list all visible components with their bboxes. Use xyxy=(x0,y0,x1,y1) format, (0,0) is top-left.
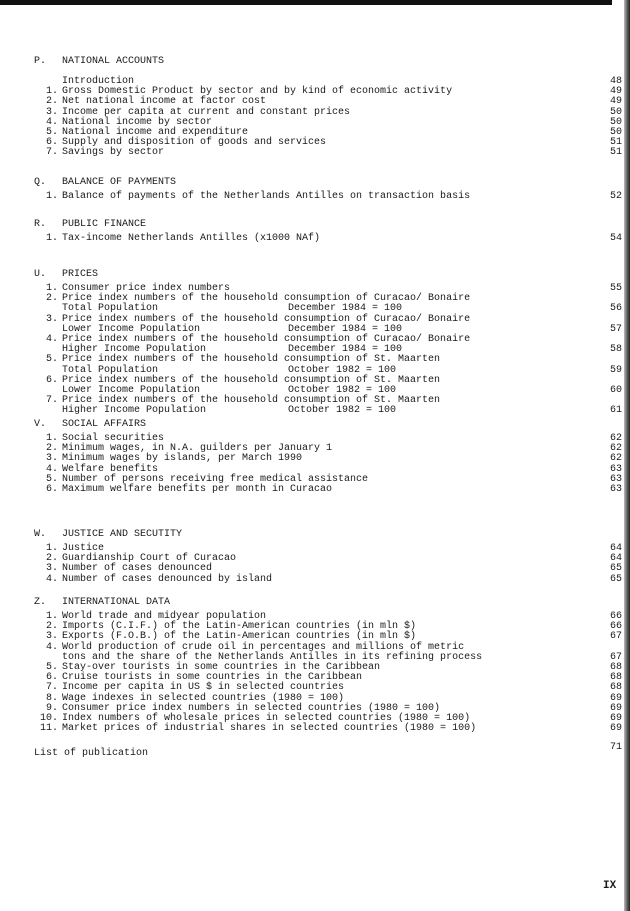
entry-text: Stay-over tourists in some countries in the Caribbean xyxy=(62,661,381,673)
page-number: 51 xyxy=(609,147,622,159)
entry-number: 1. xyxy=(45,433,58,444)
entry-subtext: Lower Income Population xyxy=(62,323,201,335)
section-letter: Z. xyxy=(34,597,47,608)
entry-number: 5. xyxy=(45,126,58,138)
scan-top-border xyxy=(0,0,612,5)
section-heading xyxy=(34,57,622,77)
entry-subtext: Lower Income Population xyxy=(62,384,201,396)
entry-number: 5. xyxy=(45,473,58,485)
entry-number: 2. xyxy=(45,293,58,305)
page-number: 65 xyxy=(609,563,622,575)
section-letter: Q. xyxy=(34,177,47,188)
entry-text: Cruise tourists in some countries in the Caribbean xyxy=(62,672,363,684)
page-number: 50 xyxy=(609,116,622,128)
page-number: 68 xyxy=(609,661,622,673)
toc-entry-continuation xyxy=(34,406,622,416)
toc-entry xyxy=(34,724,622,734)
entry-text: Consumer price index numbers xyxy=(62,283,231,294)
entry-number: 3. xyxy=(45,313,58,325)
toc-entry xyxy=(34,192,622,202)
entry-text: Income per capita in US $ in selected countries xyxy=(62,682,345,694)
entry-number: 2. xyxy=(45,621,58,633)
entry-number: 2. xyxy=(45,96,58,108)
entry-subtext: tons and the share of the Netherlands Antilles in its refining process xyxy=(62,651,483,663)
entry-text: Gross Domestic Product by sector and by kind of economic activity xyxy=(62,86,453,98)
page-number: 66 xyxy=(609,611,622,622)
entry-number: 6. xyxy=(45,483,58,495)
section-letter: R. xyxy=(34,219,47,230)
page-number: 62 xyxy=(609,433,622,444)
page-number: 67 xyxy=(609,651,622,663)
section-heading xyxy=(34,530,622,544)
entry-text: Justice xyxy=(62,543,105,554)
page-number: 50 xyxy=(609,126,622,138)
entry-text: Exports (F.O.B.) of the Latin-American countries (in mln $) xyxy=(62,631,417,643)
page-number: 60 xyxy=(609,384,622,396)
page-number: 69 xyxy=(609,702,622,714)
entry-text: Price index numbers of the household consumption of St. Maarten xyxy=(62,395,441,407)
entry-number: 6. xyxy=(45,374,58,386)
page-number: 52 xyxy=(609,191,622,202)
entry-text: Net national income at factor cost xyxy=(62,96,267,108)
entry-text: Number of cases denounced xyxy=(62,563,213,575)
entry-base-period: December 1984 = 100 xyxy=(288,323,403,335)
section-letter: P. xyxy=(34,56,47,67)
entry-number: 1. xyxy=(45,543,58,554)
entry-base-period: December 1984 = 100 xyxy=(288,303,403,315)
page-number: 59 xyxy=(609,364,622,376)
section-v xyxy=(34,420,622,495)
entry-text: National income and expenditure xyxy=(62,126,249,138)
section-title: SOCIAL AFFAIRS xyxy=(62,419,147,430)
entry-number: 5. xyxy=(45,661,58,673)
entry-text: Price index numbers of the household consumption of St. Maarten xyxy=(62,354,441,366)
entry-number: 7. xyxy=(45,682,58,694)
page-number: 63 xyxy=(609,463,622,475)
page-number: 64 xyxy=(609,553,622,565)
page-number: 69 xyxy=(609,712,622,724)
section-u xyxy=(34,270,622,416)
entry-text: Wage indexes in selected countries (1980 = 100) xyxy=(62,692,345,704)
section-heading xyxy=(34,270,622,284)
entry-text: Welfare benefits xyxy=(62,463,159,475)
entry-number: 1. xyxy=(45,233,58,244)
section-heading xyxy=(34,420,622,434)
entry-base-period: October 1982 = 100 xyxy=(288,384,397,396)
section-title: PUBLIC FINANCE xyxy=(62,219,147,230)
page-number: 49 xyxy=(609,96,622,108)
entry-base-period: October 1982 = 100 xyxy=(288,405,397,417)
entry-number: 6. xyxy=(45,672,58,684)
section-p xyxy=(34,57,622,159)
toc-entry xyxy=(34,234,622,244)
section-z xyxy=(34,598,622,734)
entry-text: World trade and midyear population xyxy=(62,611,267,622)
entry-number: 6. xyxy=(45,137,58,149)
entry-text: Income per capita at current and constant prices xyxy=(62,106,351,118)
entry-text: Number of persons receiving free medical assistance xyxy=(62,473,369,485)
section-title: JUSTICE AND SECUTITY xyxy=(62,529,183,540)
toc-entry xyxy=(34,148,622,158)
page-number: 50 xyxy=(609,106,622,118)
page-number: 51 xyxy=(609,137,622,149)
list-of-publication-label: List of publication xyxy=(34,748,149,759)
section-title: PRICES xyxy=(62,269,99,280)
entry-base-period: October 1982 = 100 xyxy=(288,364,397,376)
entry-number: 5. xyxy=(45,354,58,366)
page-number: 65 xyxy=(609,573,622,585)
entry-number: 3. xyxy=(45,563,58,575)
entry-number: 7. xyxy=(45,147,58,159)
entry-text: Market prices of industrial shares in selected countries (1980 = 100) xyxy=(62,723,477,735)
section-q xyxy=(34,178,622,202)
entry-text: Index numbers of wholesale prices in selected countries (1980 = 100) xyxy=(62,712,471,724)
page-number: 49 xyxy=(609,86,622,98)
entry-text: Introduction xyxy=(62,76,135,87)
entry-number: 11. xyxy=(39,723,58,735)
entry-subtext: Higher Income Population xyxy=(62,405,207,417)
entry-number: 4. xyxy=(45,333,58,345)
section-heading xyxy=(34,220,622,234)
section-r xyxy=(34,220,622,244)
entry-text: Savings by sector xyxy=(62,147,165,159)
entry-text: Balance of payments of the Netherlands Antilles on transaction basis xyxy=(62,191,471,202)
section-w xyxy=(34,530,622,585)
page-number: 63 xyxy=(609,473,622,485)
page-number: 68 xyxy=(609,672,622,684)
section-letter: U. xyxy=(34,269,47,280)
page-number: 67 xyxy=(609,631,622,643)
section-heading xyxy=(34,598,622,612)
entry-number: 2. xyxy=(45,553,58,565)
section-title: NATIONAL ACCOUNTS xyxy=(62,56,165,67)
entry-number: 9. xyxy=(45,702,58,714)
section-title: BALANCE OF PAYMENTS xyxy=(62,177,177,188)
entry-number: 3. xyxy=(45,106,58,118)
entry-subtext: Higher Income Population xyxy=(62,344,207,356)
entry-subtext: Total Population xyxy=(62,364,159,376)
page-number: 61 xyxy=(609,405,622,417)
page-number: 62 xyxy=(609,443,622,455)
entry-number: 10. xyxy=(39,712,58,724)
page-number: 56 xyxy=(609,303,622,315)
entry-number: 2. xyxy=(45,443,58,455)
list-of-publication-entry xyxy=(34,742,622,759)
entry-number: 4. xyxy=(45,463,58,475)
entry-text: National income by sector xyxy=(62,116,213,128)
entry-text: Consumer price index numbers in selected countries (1980 = 100) xyxy=(62,702,441,714)
entry-text: World production of crude oil in percentages and millions of metric xyxy=(62,641,465,653)
entry-text: Price index numbers of the household consumption of Curacao/ Bonaire xyxy=(62,333,471,345)
page-number: 71 xyxy=(609,742,622,753)
entry-number: 4. xyxy=(45,573,58,585)
entry-number: 1. xyxy=(45,611,58,622)
entry-number: 4. xyxy=(45,116,58,128)
entry-number: 1. xyxy=(45,86,58,98)
toc-entry xyxy=(34,485,622,495)
entry-number: 3. xyxy=(45,453,58,465)
entry-text: Price index numbers of the household consumption of Curacao/ Bonaire xyxy=(62,293,471,305)
page-number: 55 xyxy=(609,283,622,294)
section-heading xyxy=(34,178,622,192)
page-number: 64 xyxy=(609,543,622,554)
entry-text: Tax-income Netherlands Antilles (x1000 NAf) xyxy=(62,233,321,244)
page-number: 62 xyxy=(609,453,622,465)
scan-right-edge xyxy=(624,0,630,911)
section-letter: V. xyxy=(34,419,47,430)
page-number: 57 xyxy=(609,323,622,335)
page-number: 68 xyxy=(609,682,622,694)
page-number: 66 xyxy=(609,621,622,633)
entry-text: Minimum wages by islands, per March 1990 xyxy=(62,453,303,465)
entry-number: 4. xyxy=(45,641,58,653)
toc-entry xyxy=(34,575,622,585)
page-number: 69 xyxy=(609,692,622,704)
folio-page-number: IX xyxy=(603,880,617,892)
entry-number: 3. xyxy=(45,631,58,643)
page-number: 54 xyxy=(609,233,622,244)
entry-text: Price index numbers of the household consumption of St. Maarten xyxy=(62,374,441,386)
entry-text: Guardianship Court of Curacao xyxy=(62,553,237,565)
entry-number: 1. xyxy=(45,283,58,294)
section-letter: W. xyxy=(34,529,47,540)
entry-number: 7. xyxy=(45,395,58,407)
entry-subtext: Total Population xyxy=(62,303,159,315)
entry-text: Supply and disposition of goods and services xyxy=(62,137,327,149)
entry-text: Price index numbers of the household consumption of Curacao/ Bonaire xyxy=(62,313,471,325)
section-title: INTERNATIONAL DATA xyxy=(62,597,171,608)
page-number: 63 xyxy=(609,483,622,495)
entry-text: Minimum wages, in N.A. guilders per January 1 xyxy=(62,443,333,455)
page-number: 69 xyxy=(609,723,622,735)
entry-text: Social securities xyxy=(62,433,165,444)
entry-number: 8. xyxy=(45,692,58,704)
page-number: 48 xyxy=(609,76,622,87)
entry-text: Number of cases denounced by island xyxy=(62,573,273,585)
entry-number: 1. xyxy=(45,191,58,202)
page-number: 58 xyxy=(609,344,622,356)
entry-text: Maximum welfare benefits per month in Curacao xyxy=(62,483,333,495)
entry-base-period: December 1984 = 100 xyxy=(288,344,403,356)
entry-text: Imports (C.I.F.) of the Latin-American countries (in mln $) xyxy=(62,621,417,633)
